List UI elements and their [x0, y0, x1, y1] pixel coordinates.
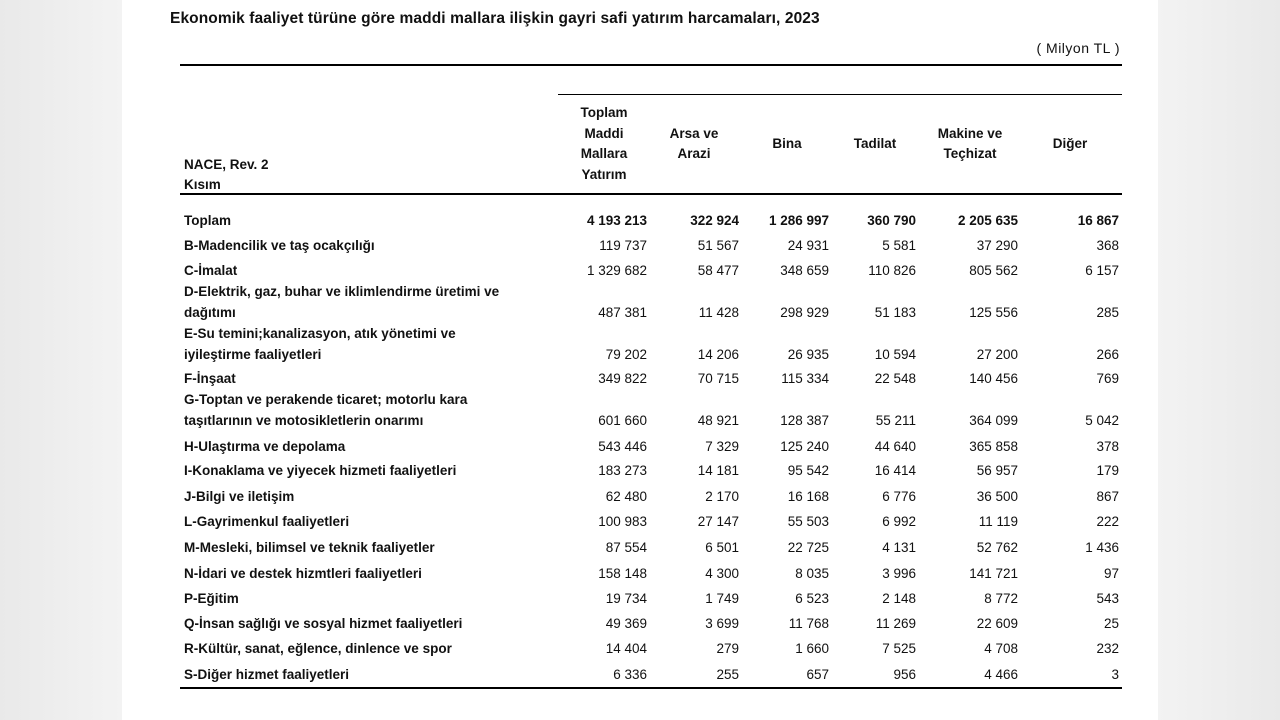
- cell-value: 5 581: [882, 238, 916, 253]
- cell-value: 8 772: [984, 591, 1018, 606]
- cell-value: 37 290: [976, 238, 1018, 253]
- column-header-line: Toplam: [580, 105, 628, 120]
- row-label-line: C-İmalat: [184, 263, 238, 278]
- cell-value: 51 567: [697, 238, 739, 253]
- cell-value: 128 387: [780, 412, 829, 428]
- row-label-line: R-Kültür, sanat, eğlence, dinlence ve spor: [184, 641, 452, 656]
- cell-value: 26 935: [787, 346, 829, 362]
- cell-value: 657: [806, 667, 829, 682]
- cell-value: 62 480: [605, 489, 647, 504]
- column-header-line: Makine ve: [937, 125, 1003, 141]
- row-label: [184, 236, 554, 257]
- cell-value: 11 768: [788, 616, 829, 631]
- cell-value: 285: [1096, 304, 1119, 320]
- cell-value: 11 428: [698, 304, 739, 320]
- header-inner-rule: [558, 94, 1122, 95]
- cell-value: 5 042: [1085, 412, 1119, 428]
- cell-value: 27 200: [976, 346, 1018, 362]
- cell-value: 1 329 682: [586, 263, 647, 278]
- row-label-line: P-Eğitim: [184, 591, 239, 606]
- row-label: [184, 589, 554, 610]
- row-label-line: B-Madencilik ve taş ocakçılığı: [184, 238, 375, 253]
- cell-value: 158 148: [598, 566, 647, 581]
- cell-value: 11 269: [875, 616, 916, 631]
- cell-value: 79 202: [605, 346, 647, 362]
- cell-value: 2 170: [705, 489, 739, 504]
- row-label: [184, 665, 554, 686]
- row-label-line: taşıtlarının ve motosikletlerin onarımı: [184, 412, 424, 428]
- cell-value: 52 762: [976, 540, 1018, 555]
- row-label-line: Q-İnsan sağlığı ve sosyal hizmet faaliyetleri: [184, 616, 463, 631]
- cell-value: 4 193 213: [586, 213, 647, 228]
- row-label-line: N-İdari ve destek hizmtleri faaliyetleri: [184, 566, 422, 581]
- row-label-line: I-Konaklama ve yiyecek hizmeti faaliyetleri: [184, 463, 457, 478]
- cell-value: 125 240: [780, 439, 829, 454]
- cell-value: 14 181: [697, 463, 739, 478]
- cell-value: 4 466: [984, 667, 1018, 682]
- cell-value: 543: [1096, 591, 1119, 606]
- row-label: [184, 324, 554, 365]
- cell-value: 7 329: [705, 439, 739, 454]
- cell-value: 349 822: [598, 371, 647, 386]
- left-margin: [0, 0, 122, 720]
- cell-value: 365 858: [969, 439, 1018, 454]
- cell-value: 956: [893, 667, 916, 682]
- row-label-line: L-Gayrimenkul faaliyetleri: [184, 514, 350, 529]
- cell-value: 119 737: [599, 238, 647, 253]
- cell-value: 10 594: [874, 346, 916, 362]
- row-label: [184, 261, 554, 282]
- right-margin: [1158, 0, 1280, 720]
- cell-value: 16 168: [787, 489, 829, 504]
- row-header-label: [184, 155, 269, 195]
- column-header-line: Teçhizat: [943, 146, 997, 161]
- cell-value: 2 148: [882, 591, 916, 606]
- row-header-line2: Kısım: [184, 177, 221, 192]
- document-page: [122, 0, 1158, 720]
- column-header-line: Tadilat: [853, 135, 897, 151]
- cell-value: 487 381: [598, 304, 647, 320]
- row-label: [184, 639, 554, 660]
- header-bottom-rule: [180, 193, 1122, 195]
- column-header-line: Maddi: [584, 125, 624, 141]
- cell-value: 14 206: [697, 346, 739, 362]
- cell-value: 3: [1111, 667, 1119, 682]
- cell-value: 322 924: [690, 213, 739, 228]
- cell-value: 6 336: [613, 667, 647, 682]
- cell-value: 24 931: [787, 238, 829, 253]
- cell-value: 14 404: [605, 641, 647, 656]
- cell-value: 4 708: [984, 641, 1018, 656]
- cell-value: 110 826: [868, 263, 916, 278]
- row-label: [184, 512, 554, 533]
- cell-value: 2 205 635: [957, 213, 1018, 228]
- cell-value: 6 157: [1085, 263, 1119, 278]
- cell-value: 16 414: [874, 463, 916, 478]
- cell-value: 3 699: [705, 616, 739, 631]
- cell-value: 51 183: [874, 304, 916, 320]
- cell-value: 115 334: [781, 371, 829, 386]
- cell-value: 7 525: [882, 641, 916, 656]
- row-label: [184, 211, 554, 232]
- cell-value: 368: [1096, 238, 1119, 253]
- column-header-0: [564, 98, 644, 190]
- cell-value: 97: [1103, 566, 1119, 581]
- cell-value: 48 921: [697, 412, 739, 428]
- cell-value: 3 996: [882, 566, 916, 581]
- cell-value: 543 446: [598, 439, 647, 454]
- cell-value: 22 725: [787, 540, 829, 555]
- cell-value: 298 929: [780, 304, 829, 320]
- row-header-line1: NACE, Rev. 2: [184, 157, 269, 172]
- column-header-1: [654, 98, 734, 190]
- cell-value: 6 523: [795, 591, 829, 606]
- row-label: [184, 461, 554, 482]
- table-title: Ekonomik faaliyet türüne göre maddi mallara ilişkin gayri safi yatırım harcamaları, 2023: [170, 10, 820, 27]
- row-label: [184, 487, 554, 508]
- cell-value: 6 501: [705, 540, 739, 555]
- row-label: [184, 390, 554, 431]
- row-label-line: D-Elektrik, gaz, buhar ve iklimlendirme üretimi ve: [184, 284, 500, 299]
- cell-value: 1 749: [705, 591, 739, 606]
- row-label-line: Toplam: [184, 213, 231, 228]
- row-label: [184, 282, 554, 323]
- cell-value: 179: [1096, 463, 1119, 478]
- row-label-line: S-Diğer hizmet faaliyetleri: [184, 667, 350, 682]
- cell-value: 378: [1096, 439, 1119, 454]
- cell-value: 769: [1096, 371, 1119, 386]
- unit-label: ( Milyon TL ): [1036, 40, 1120, 56]
- bottom-rule: [180, 687, 1122, 689]
- cell-value: 1 660: [795, 641, 829, 656]
- cell-value: 348 659: [780, 263, 829, 278]
- cell-value: 100 983: [598, 514, 647, 529]
- row-label-line: G-Toptan ve perakende ticaret; motorlu kara: [184, 392, 468, 407]
- cell-value: 6 992: [882, 514, 916, 529]
- cell-value: 8 035: [795, 566, 829, 581]
- cell-value: 87 554: [605, 540, 647, 555]
- column-header-3: [835, 98, 915, 190]
- row-label: [184, 614, 554, 635]
- cell-value: 255: [716, 667, 739, 682]
- cell-value: 27 147: [697, 514, 739, 529]
- cell-value: 279: [716, 641, 739, 656]
- row-label-line: H-Ulaştırma ve depolama: [184, 439, 346, 454]
- row-label-line: J-Bilgi ve iletişim: [184, 489, 295, 504]
- cell-value: 183 273: [598, 463, 647, 478]
- cell-value: 25: [1103, 616, 1119, 631]
- column-header-5: [1035, 98, 1105, 190]
- cell-value: 360 790: [867, 213, 916, 228]
- cell-value: 16 867: [1077, 213, 1119, 228]
- column-header-line: Yatırım: [581, 166, 627, 182]
- cell-value: 95 542: [787, 463, 829, 478]
- cell-value: 266: [1096, 346, 1119, 362]
- cell-value: 222: [1096, 514, 1119, 529]
- cell-value: 125 556: [969, 304, 1018, 320]
- row-label-line: F-İnşaat: [184, 371, 236, 386]
- row-label-line: E-Su temini;kanalizasyon, atık yönetimi ve: [184, 326, 456, 341]
- column-header-line: Arsa ve: [669, 125, 719, 141]
- column-header-2: [747, 98, 827, 190]
- column-header-line: Diğer: [1052, 135, 1088, 151]
- cell-value: 11 119: [978, 514, 1018, 529]
- cell-value: 6 776: [882, 489, 916, 504]
- cell-value: 49 369: [605, 616, 647, 631]
- cell-value: 1 286 997: [768, 213, 829, 228]
- row-label-line: iyileştirme faaliyetleri: [184, 346, 322, 362]
- cell-value: 141 721: [969, 566, 1018, 581]
- row-label: [184, 437, 554, 458]
- cell-value: 55 211: [875, 412, 916, 428]
- cell-value: 44 640: [874, 439, 916, 454]
- column-header-line: Bina: [772, 135, 802, 151]
- cell-value: 4 300: [705, 566, 739, 581]
- cell-value: 4 131: [882, 540, 916, 555]
- cell-value: 70 715: [697, 371, 739, 386]
- cell-value: 867: [1096, 489, 1119, 504]
- cell-value: 19 734: [605, 591, 647, 606]
- cell-value: 1 436: [1085, 540, 1119, 555]
- top-rule: [180, 64, 1122, 66]
- column-header-line: Arazi: [677, 146, 711, 161]
- cell-value: 22 548: [874, 371, 916, 386]
- cell-value: 22 609: [976, 616, 1018, 631]
- cell-value: 601 660: [598, 412, 647, 428]
- row-label: [184, 538, 554, 559]
- column-header-4: [920, 98, 1020, 190]
- cell-value: 364 099: [969, 412, 1018, 428]
- cell-value: 36 500: [976, 489, 1018, 504]
- cell-value: 140 456: [969, 371, 1018, 386]
- cell-value: 55 503: [787, 514, 829, 529]
- cell-value: 232: [1096, 641, 1119, 656]
- cell-value: 56 957: [976, 463, 1018, 478]
- row-label: [184, 564, 554, 585]
- cell-value: 805 562: [969, 263, 1018, 278]
- row-label-line: M-Mesleki, bilimsel ve teknik faaliyetler: [184, 540, 435, 555]
- column-header-line: Mallara: [580, 146, 628, 161]
- row-label: [184, 369, 554, 390]
- cell-value: 58 477: [697, 263, 739, 278]
- row-label-line: dağıtımı: [184, 304, 236, 320]
